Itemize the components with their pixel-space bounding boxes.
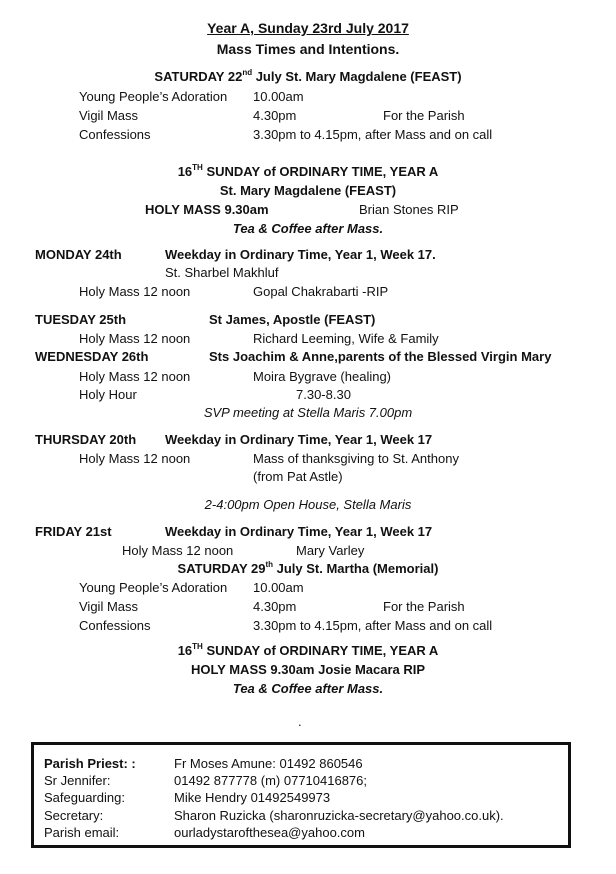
thu20-mass: Holy Mass 12 noon [79,451,191,466]
mon24-mass: Holy Mass 12 noon [79,284,191,299]
contact-value: Sharon Ruzicka (sharonruzicka-secretary@yahoo.co.uk). [174,808,504,823]
sun16-intention: Brian Stones RIP [359,202,459,217]
wed26-hour-label: Holy Hour [79,387,137,402]
sun16b-heading: 16TH SUNDAY of ORDINARY TIME, YEAR A [177,641,439,658]
wed26-note: SVP meeting at Stella Maris 7.00pm [203,405,413,420]
contact-label: Sr Jennifer: [44,773,111,788]
mon24-intention: Gopal Chakrabarti -RIP [253,284,389,299]
wed26-day: WEDNESDAY 26th [35,349,149,364]
sat22-row-label: Young People’s Adoration [79,89,228,104]
sun16b-mass: HOLY MASS 9.30am Josie Macara RIP [190,662,426,677]
sun16-heading: 16TH SUNDAY of ORDINARY TIME, YEAR A [177,162,439,179]
sat29-row-time: 10.00am [253,580,304,595]
sat22-row-time: 10.00am [253,89,304,104]
sat29-row-label: Vigil Mass [79,599,139,614]
sat29-heading: SATURDAY 29th July St. Martha (Memorial) [177,559,439,576]
mon24-day: MONDAY 24th [35,247,122,262]
sat29-row-time: 3.30pm to 4.15pm, after Mass and on call [253,618,493,633]
thu20-note: 2-4:00pm Open House, Stella Maris [204,497,412,512]
tue25-desc: St James, Apostle (FEAST) [209,312,376,327]
tue25-day: TUESDAY 25th [35,312,127,327]
thu20-intention: Mass of thanksgiving to St. Anthony [253,451,459,466]
sat22-row-intention: For the Parish [383,108,465,123]
sat22-row-label: Vigil Mass [79,108,139,123]
fri21-intention: Mary Varley [296,543,365,558]
page-subtitle: Mass Times and Intentions. [216,41,400,57]
sun16-mass: HOLY MASS 9.30am [145,202,269,217]
wed26-desc: Sts Joachim & Anne,parents of the Blessed Virgin Mary [209,349,552,364]
thu20-intention-note: (from Pat Astle) [253,469,343,484]
tue25-mass: Holy Mass 12 noon [79,331,191,346]
thu20-day: THURSDAY 20th [35,432,137,447]
page-title: Year A, Sunday 23rd July 2017 [207,20,409,36]
contact-box [31,742,571,848]
sun16b-note: Tea & Coffee after Mass. [232,681,384,696]
wed26-intention: Moira Bygrave (healing) [253,369,392,384]
sat29-row-label: Young People’s Adoration [79,580,228,595]
tue25-intention: Richard Leeming, Wife & Family [253,331,439,346]
fri21-desc: Weekday in Ordinary Time, Year 1, Week 17 [165,524,433,539]
sat22-row-time: 3.30pm to 4.15pm, after Mass and on call [253,127,493,142]
fri21-day: FRIDAY 21st [35,524,112,539]
fri21-mass: Holy Mass 12 noon [122,543,234,558]
sat29-row-time: 4.30pm [253,599,297,614]
sun16-feast: St. Mary Magdalene (FEAST) [219,183,397,198]
stray-dot: . [298,714,302,729]
contact-value: Mike Hendry 01492549973 [174,790,331,805]
sat29-row-intention: For the Parish [383,599,465,614]
contact-label: Parish Priest: : [44,756,136,771]
thu20-desc: Weekday in Ordinary Time, Year 1, Week 17 [165,432,433,447]
wed26-mass: Holy Mass 12 noon [79,369,191,384]
sat29-row-label: Confessions [79,618,151,633]
sun16-note: Tea & Coffee after Mass. [232,221,384,236]
contact-label: Secretary: [44,808,104,823]
contact-value: 01492 877778 (m) 07710416876; [174,773,367,788]
contact-value: Fr Moses Amune: 01492 860546 [174,756,363,771]
contact-value: ourladystaroftheseа@yahoo.com [174,825,365,840]
mon24-desc: Weekday in Ordinary Time, Year 1, Week 17. [165,247,436,262]
contact-label: Safeguarding: [44,790,125,805]
mon24-saint: St. Sharbel Makhluf [165,265,279,280]
contact-label: Parish email: [44,825,120,840]
wed26-hour-time: 7.30-8.30 [296,387,351,402]
sat22-heading: SATURDAY 22nd July St. Mary Magdalene (FEAST) [154,67,462,84]
sat22-row-time: 4.30pm [253,108,297,123]
sat22-row-label: Confessions [79,127,151,142]
